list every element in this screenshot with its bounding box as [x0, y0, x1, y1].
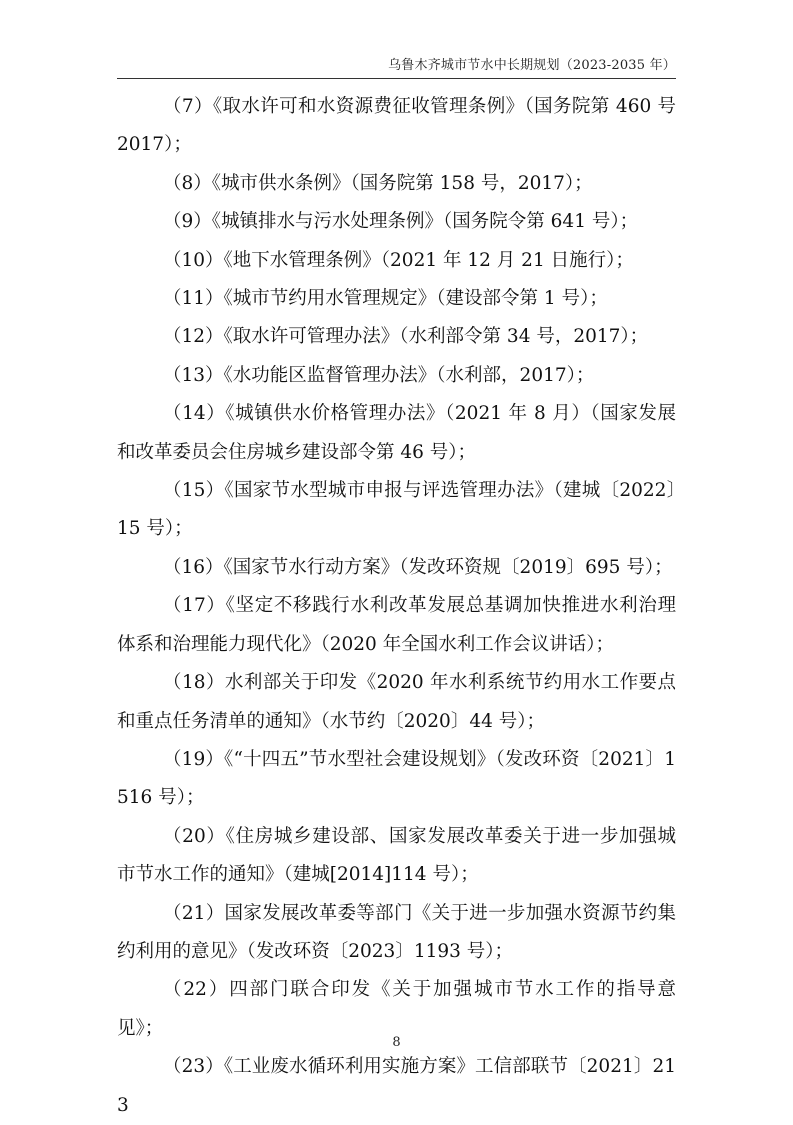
- running-header: 乌鲁木齐城市节水中长期规划（2023-2035 年）: [388, 58, 676, 73]
- list-item: （7）《取水许可和水资源费征收管理条例》（国务院第 460 号 2017）；: [117, 96, 676, 156]
- list-item: （10）《地下水管理条例》（2021 年 12 月 21 日施行）；: [163, 249, 634, 271]
- regulation-list: [117, 88, 676, 1125]
- list-item: （23）《工业废水循环利用实施方案》工信部联节〔2021〕213: [117, 1056, 676, 1116]
- list-item: （11）《城市节约用水管理规定》（建设部令第 1 号）；: [163, 288, 608, 310]
- list-item: （18）水利部关于印发《2020 年水利系统节约用水工作要点和重点任务清单的通知》（水节约〔2020〕44 号）；: [117, 672, 676, 732]
- list-item: （15）《国家节水型城市申报与评选管理办法》（建城〔2022〕15 号）；: [117, 480, 676, 540]
- list-item: （21）国家发展改革委等部门《关于进一步加强水资源节约集约利用的意见》（发改环资〔2023〕1193 号）；: [117, 902, 676, 962]
- list-item: （20）《住房城乡建设部、国家发展改革委关于进一步加强城市节水工作的通知》（建城[2014]114 号）；: [117, 825, 676, 886]
- list-item: （12）《取水许可管理办法》（水利部令第 34 号，2017）；: [163, 326, 649, 348]
- list-item: （22）四部门联合印发《关于加强城市节水工作的指导意见》；: [117, 979, 676, 1039]
- list-item: （19）《“十四五”节水型社会建设规划》（发改环资〔2021〕1516 号）；: [117, 748, 676, 809]
- list-item: （17）《坚定不移践行水利改革发展总基调加快推进水利治理体系和治理能力现代化》（2020 年全国水利工作会议讲话）；: [117, 595, 676, 655]
- list-item: （13）《水功能区监督管理办法》（水利部，2017）；: [163, 364, 595, 386]
- list-item: （8）《城市供水条例》（国务院第 158 号，2017）；: [163, 172, 593, 194]
- list-item: （16）《国家节水行动方案》（发改环资规〔2019〕695 号）；: [163, 556, 673, 578]
- header-divider: [117, 78, 676, 79]
- page-number: 8: [392, 1035, 401, 1050]
- list-item: （9）《城镇排水与污水处理条例》（国务院令第 641 号）；: [163, 211, 639, 233]
- list-item: （14）《城镇供水价格管理办法》（2021 年 8 月）（国家发展和改革委员会住房城乡建设部令第 46 号）；: [117, 403, 676, 463]
